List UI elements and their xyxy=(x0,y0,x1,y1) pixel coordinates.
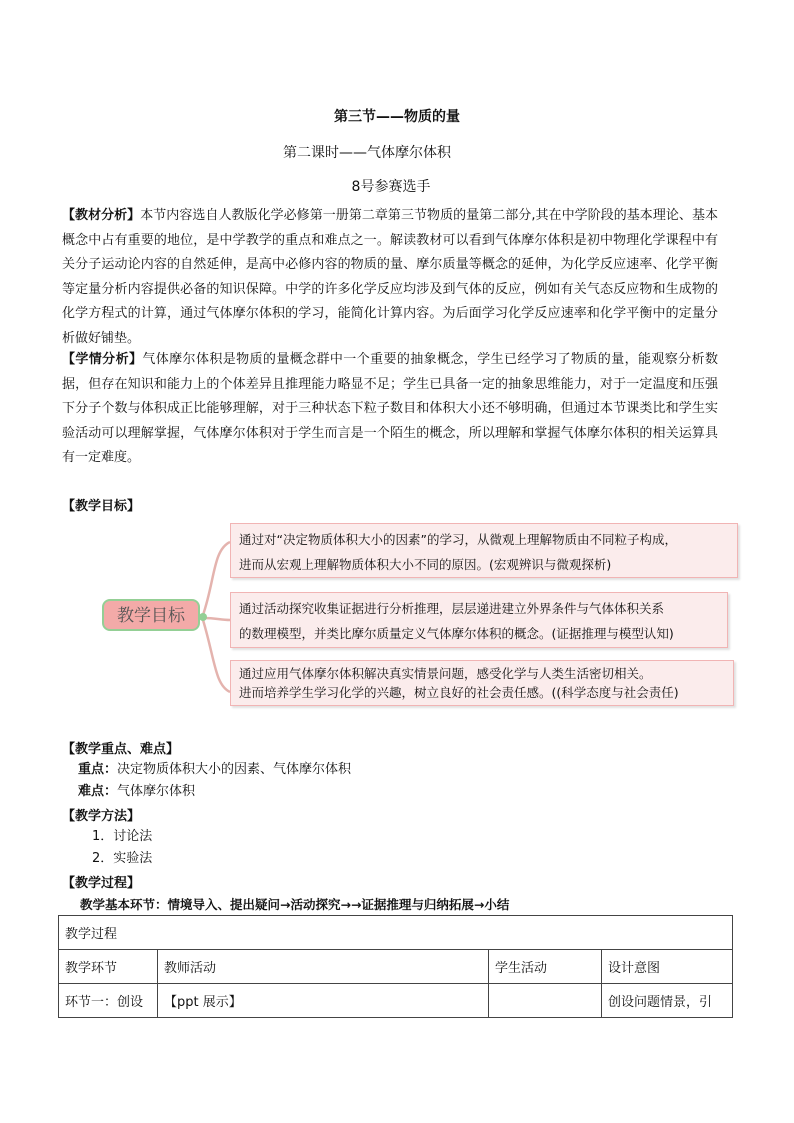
header-cell-stage: 教学环节 xyxy=(59,950,158,984)
mindmap-root: 教学目标 xyxy=(102,599,200,631)
document-subtitle: 第二课时——气体摩尔体积 xyxy=(283,145,451,161)
difficulty-text: 气体摩尔体积 xyxy=(117,784,196,799)
objective-box-2 xyxy=(230,592,728,648)
contestant-label: 8号参赛选手 xyxy=(351,179,431,195)
connector-branch-2 xyxy=(203,618,230,620)
mindmap-node-dot xyxy=(199,613,207,621)
table-caption: 教学过程 xyxy=(59,916,733,950)
objective-3-line-2: 进而培养学生学习化学的兴趣，树立良好的社会责任感。((科学态度与社会责任) xyxy=(239,685,679,700)
method-item-1: 1．讨论法 xyxy=(92,829,153,844)
textbook-analysis-text: 本节内容选自人教版化学必修第一册第二章第三节物质的量第二部分,其在中学阶段的基本理论、基本概念中占有重要的地位，是中学教学的重点和难点之一。解读教材可以看到气体摩尔体积是初中物理化学课程中有关分子运动论内容的自然延伸，是高中必修内容的物质的量、摩尔质量等概念的延伸，为化学反应速率、化学平衡等定量分析内容提供必备的知识保障。中学的许多化学反应均涉及到气体的反应，例如有关气态反应物和生成物的化学方程式的计算，通过气体摩尔体积的学习，能简化计算内容。为后面学习化学反应速率和化学平衡中的定量分析做好铺垫。 xyxy=(62,208,718,346)
objective-2-line-2: 的数理模型，并类比摩尔质量定义气体摩尔体积的概念。(证据推理与模型认知) xyxy=(239,626,674,641)
textbook-analysis-label: 【教材分析】 xyxy=(62,208,141,223)
student-analysis-text: 气体摩尔体积是物质的量概念群中一个重要的抽象概念，学生已经学习了物质的量，能观察分析数据，但存在知识和能力上的个体差异且推理能力略显不足；学生已具备一定的抽象思维能力，对于一定温度和压强下分子个数与体积成正比能够理解，对于三种状态下粒子数目和体积大小还不够明确，但通过本节课类比和学生实验活动可以理解掌握，气体摩尔体积对于学生而言是一个陌生的概念，所以理解和掌握气体摩尔体积的相关运算具有一定难度。 xyxy=(62,352,718,465)
key-points-heading: 【教学重点、难点】 xyxy=(62,742,180,757)
objectives-heading: 【教学目标】 xyxy=(62,499,141,514)
process-heading: 【教学过程】 xyxy=(62,876,141,891)
objective-box-1 xyxy=(230,523,738,578)
methods-heading: 【教学方法】 xyxy=(62,809,141,824)
focus-label: 重点： xyxy=(78,762,118,777)
difficulty-line xyxy=(78,781,195,803)
objective-2-line-1: 通过活动探究收集证据进行分析推理，层层递进建立外界条件与气体体积关系 xyxy=(239,601,665,616)
table-caption-row xyxy=(59,916,733,950)
difficulty-label: 难点： xyxy=(78,784,118,799)
process-table xyxy=(58,915,733,1018)
connector-branch-3 xyxy=(203,620,230,692)
connector-branch-1 xyxy=(203,542,230,615)
objective-box-3 xyxy=(230,660,734,706)
focus-line xyxy=(78,759,351,781)
document-title: 第三节——物质的量 xyxy=(334,109,460,125)
student-analysis-label: 【学情分析】 xyxy=(62,352,143,367)
header-cell-teacher: 教师活动 xyxy=(158,950,489,984)
header-cell-student: 学生活动 xyxy=(489,950,602,984)
cell-teacher: 【ppt 展示】 xyxy=(158,984,489,1018)
table-header-row xyxy=(59,950,733,984)
cell-intent: 创设问题情景，引 xyxy=(602,984,733,1018)
objective-1-line-2: 进而从宏观上理解物质体积大小不同的原因。(宏观辨识与微观探析) xyxy=(239,557,612,572)
table-row xyxy=(59,984,733,1018)
process-steps-line: 教学基本环节：情境导入、提出疑问→活动探究→→证据推理与归纳拓展→小结 xyxy=(80,897,510,912)
method-item-2: 2．实验法 xyxy=(92,851,153,866)
student-analysis-paragraph xyxy=(62,348,718,471)
cell-student xyxy=(489,984,602,1018)
focus-text: 决定物质体积大小的因素、气体摩尔体积 xyxy=(117,762,352,777)
textbook-analysis-paragraph xyxy=(62,204,718,351)
cell-stage: 环节一：创设 xyxy=(59,984,158,1018)
header-cell-intent: 设计意图 xyxy=(602,950,733,984)
objective-1-line-1: 通过对“决定物质体积大小的因素”的学习，从微观上理解物质由不同粒子构成， xyxy=(239,532,677,547)
objective-3-line-1: 通过应用气体摩尔体积解决真实情景问题，感受化学与人类生活密切相关。 xyxy=(239,666,652,681)
